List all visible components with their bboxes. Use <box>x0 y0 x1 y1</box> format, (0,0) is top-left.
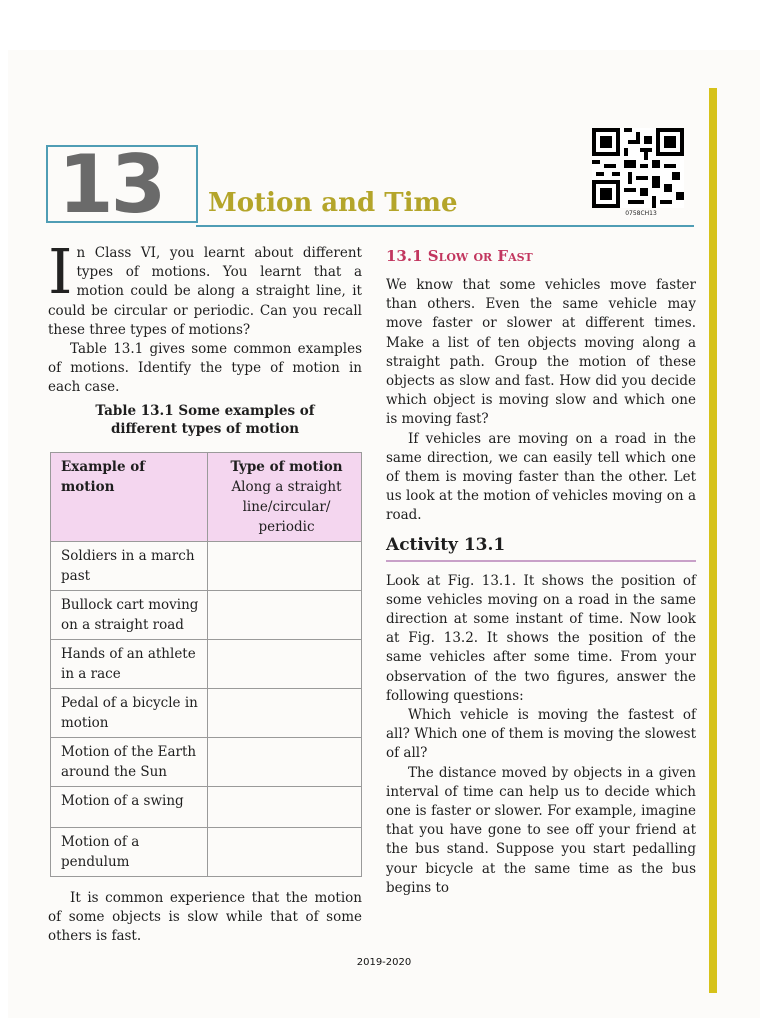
table-header-example: Example of motion <box>51 452 208 541</box>
intro-paragraph-2: Table 13.1 gives some common examples of motions. Identify the type of motion in each case. <box>48 341 362 396</box>
right-column <box>386 244 696 898</box>
section-paragraph-1: We know that some vehicles move faster than others. Even the same vehicle may move faster or slower at different times. Make a list of ten objects moving along a straight path. Group the motion of these objects as slow and fast. How did you decide which object is moving slow and which one is moving fast? <box>386 277 696 428</box>
activity-paragraph-2: Which vehicle is moving the fastest of all? Which one of them is moving the slowest of all? <box>386 707 696 762</box>
answer-cell <box>208 639 362 688</box>
answer-cell <box>208 827 362 876</box>
title-rule <box>196 225 694 227</box>
table-row: Soldiers in a march past <box>51 541 362 590</box>
table-caption: Table 13.1 Some examples of different types of motion <box>95 402 315 437</box>
table-row: Motion of a pendulum <box>51 827 362 876</box>
activity-heading: Activity 13.1 <box>386 534 696 562</box>
chapter-title: Motion and Time <box>208 188 458 218</box>
section-heading: 13.1 Slow or Fast <box>386 247 533 265</box>
answer-cell <box>208 737 362 786</box>
table-header-type: Type of motion Along a straight line/circular/ periodic <box>208 452 362 541</box>
table-row: Motion of the Earth around the Sun <box>51 737 362 786</box>
activity-paragraph-1: Look at Fig. 13.1. It shows the position of some vehicles moving on a road in the same direction at some instant of time. Now look at Fig. 13.2. It shows the position of the same vehicles after some time. From your observation of the two figures, answer the following questions: <box>386 572 696 704</box>
answer-cell <box>208 541 362 590</box>
section-paragraph-2: If vehicles are moving on a road in the same direction, we can easily tell which one of them is moving faster than the other. Let us look at the motion of vehicles moving on a road. <box>386 430 696 524</box>
table-row: Pedal of a bicycle in motion <box>51 688 362 737</box>
left-closing-paragraph: It is common experience that the motion of some objects is slow while that of some others is fast. <box>48 889 362 945</box>
table-row: Bullock cart moving on a straight road <box>51 590 362 639</box>
answer-cell <box>208 786 362 827</box>
qr-code-label: 0758CH13 <box>625 210 657 217</box>
table-header-type-options: Along a straight line/circular/ periodic <box>231 478 342 535</box>
chapter-number: 13 <box>58 138 164 231</box>
activity-paragraph-3: The distance moved by objects in a given interval of time can help us to decide which one is faster or slower. For example, imagine that you have gone to see off your friend at the bus stand. Suppose you start pedalling your bicycle at the same time as the bus begins to <box>386 764 696 896</box>
page-footer-year: 2019-2020 <box>356 957 412 968</box>
page-edge-bar <box>709 88 717 993</box>
qr-code-icon <box>592 128 684 208</box>
drop-cap: I <box>48 235 73 308</box>
table-header-row <box>51 452 362 541</box>
left-column <box>48 235 362 946</box>
intro-text: n Class VI, you learnt about different types of motions. You learnt that a motion could be along a straight line, it could be circular or periodic. Can you recall these three types of motions? <box>48 245 362 338</box>
answer-cell <box>208 590 362 639</box>
table-row: Motion of a swing <box>51 786 362 827</box>
table-row: Hands of an athlete in a race <box>51 639 362 688</box>
motion-table <box>50 452 362 877</box>
answer-cell <box>208 688 362 737</box>
intro-paragraph <box>48 235 362 340</box>
